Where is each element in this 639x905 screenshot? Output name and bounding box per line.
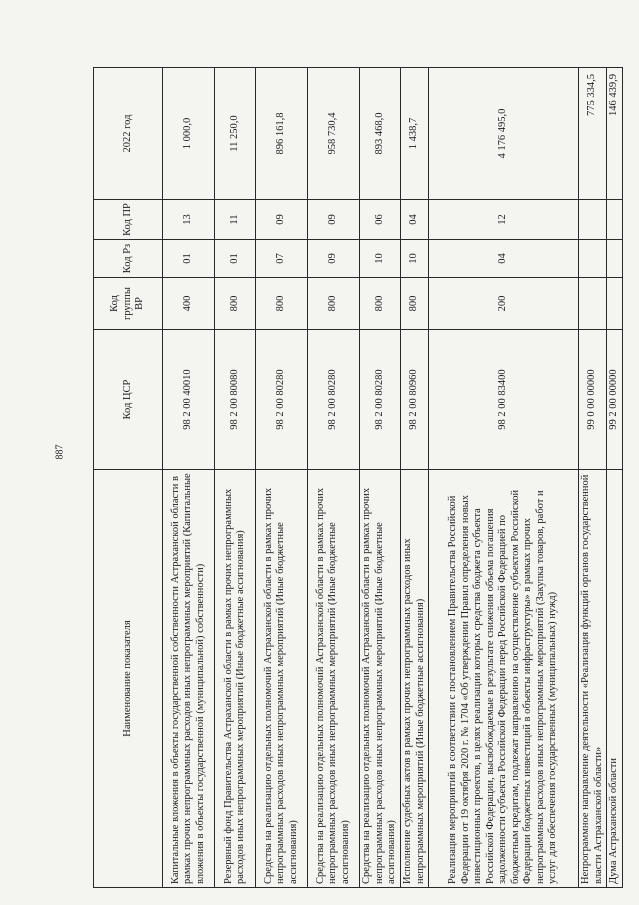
row-csr: 98 2 00 80960 — [401, 330, 429, 470]
header-vr: Код группы ВР — [94, 278, 163, 330]
row-rz: 10 — [401, 240, 429, 278]
row-vr: 200 — [429, 278, 579, 330]
row-name: Реализация мероприятий в соответствии с постановлением Правительства Российской Федерации от 19 октября 2020 г. № 1704 «Об утверждении Правил определения новых инвестиционных проектов, в целях реализации которых средства бюджета субъекта Российской Федерации, высвобождаемые в результате снижения объема погашения задолженности субъекта Российской Федерации перед Российской Федерацией по бюджетным кредитам, подлежат направлению на осуществление субъектом Российской Федерации бюджетных инвестиций в объекты инфраструктуры» в рамках прочих непрограммных расходов иных непрограммных мероприятий (Закупка товаров, работ и услуг для обеспечения государственных (муниципальных) нужд) — [429, 470, 579, 888]
table-row — [607, 68, 623, 888]
row-pr: 09 — [256, 200, 308, 240]
row-rz: 10 — [360, 240, 401, 278]
row-csr: 98 2 00 83400 — [429, 330, 579, 470]
row-name: Исполнение судебных актов в рамках прочих непрограммных расходов иных непрограммных мероприятий (Иные бюджетные ассигнования) — [401, 470, 429, 888]
row-name: Средства на реализацию отдельных полномочий Астраханской области в рамках прочих непрограммных расходов иных непрограммных мероприятий (Иные бюджетные ассигнования) — [256, 470, 308, 888]
row-csr: 98 2 00 80280 — [256, 330, 308, 470]
row-rz: 01 — [163, 240, 215, 278]
row-csr: 98 2 00 80280 — [308, 330, 360, 470]
header-csr: Код ЦСР — [94, 330, 163, 470]
row-pr — [607, 200, 623, 240]
row-name: Непрограммное направление деятельности «Реализация функций органов государственной власти Астраханской области» — [579, 470, 607, 888]
row-vr: 800 — [308, 278, 360, 330]
row-csr: 99 2 00 00000 — [607, 330, 623, 470]
row-name: Средства на реализацию отдельных полномочий Астраханской области в рамках прочих непрограммных расходов иных непрограммных мероприятий (Иные бюджетные ассигнования) — [360, 470, 401, 888]
row-rz: 07 — [256, 240, 308, 278]
row-amount: 896 161,8 — [256, 68, 308, 200]
row-csr: 98 2 00 40010 — [163, 330, 215, 470]
row-name: Дума Астраханской области — [607, 470, 623, 888]
header-rz: Код Рз — [94, 240, 163, 278]
row-rz: 04 — [429, 240, 579, 278]
row-pr: 06 — [360, 200, 401, 240]
row-vr: 800 — [215, 278, 256, 330]
row-csr: 98 2 00 80080 — [215, 330, 256, 470]
table-row — [215, 68, 256, 888]
table-row — [401, 68, 429, 888]
row-pr: 11 — [215, 200, 256, 240]
page-number: 887 — [54, 444, 66, 460]
row-amount: 1 000,0 — [163, 68, 215, 200]
row-pr: 04 — [401, 200, 429, 240]
row-rz: 01 — [215, 240, 256, 278]
row-amount: 958 730,4 — [308, 68, 360, 200]
row-rz: 09 — [308, 240, 360, 278]
row-amount: 4 176 495,0 — [429, 68, 579, 200]
row-pr: 09 — [308, 200, 360, 240]
row-vr: 800 — [401, 278, 429, 330]
row-amount: 146 439,9 — [607, 68, 623, 200]
row-vr: 400 — [163, 278, 215, 330]
row-name: Капитальные вложения в объекты государственной собственности Астраханской области в рамках прочих непрограммных расходов иных непрограммных мероприятий (Капитальные вложения в объекты государственной (муниципальной) собственности) — [163, 470, 215, 888]
header-name: Наименование показателя — [94, 470, 163, 888]
row-vr: 800 — [256, 278, 308, 330]
row-vr: 800 — [360, 278, 401, 330]
table-row — [579, 68, 607, 888]
row-rz — [579, 240, 607, 278]
row-rz — [607, 240, 623, 278]
row-vr — [579, 278, 607, 330]
budget-table — [93, 67, 623, 888]
row-pr: 13 — [163, 200, 215, 240]
row-amount: 1 438,7 — [401, 68, 429, 200]
row-name: Средства на реализацию отдельных полномочий Астраханской области в рамках прочих непрограммных расходов иных непрограммных мероприятий (Иные бюджетные ассигнования) — [308, 470, 360, 888]
rotated-table-container — [93, 68, 619, 888]
table-row — [360, 68, 401, 888]
row-amount: 893 468,0 — [360, 68, 401, 200]
row-csr: 98 2 00 80280 — [360, 330, 401, 470]
row-vr — [607, 278, 623, 330]
header-pr: Код ПР — [94, 200, 163, 240]
row-csr: 99 0 00 00000 — [579, 330, 607, 470]
table-row — [163, 68, 215, 888]
row-amount: 11 250,0 — [215, 68, 256, 200]
table-row — [308, 68, 360, 888]
row-name: Резервный фонд Правительства Астраханской области в рамках прочих непрограммных расходов иных непрограммных мероприятий (Иные бюджетные ассигнования) — [215, 470, 256, 888]
row-amount: 775 334,5 — [579, 68, 607, 200]
table-row — [429, 68, 579, 888]
header-year: 2022 год — [94, 68, 163, 200]
row-pr — [579, 200, 607, 240]
table-header-row — [94, 68, 163, 888]
row-pr: 12 — [429, 200, 579, 240]
table-row — [256, 68, 308, 888]
